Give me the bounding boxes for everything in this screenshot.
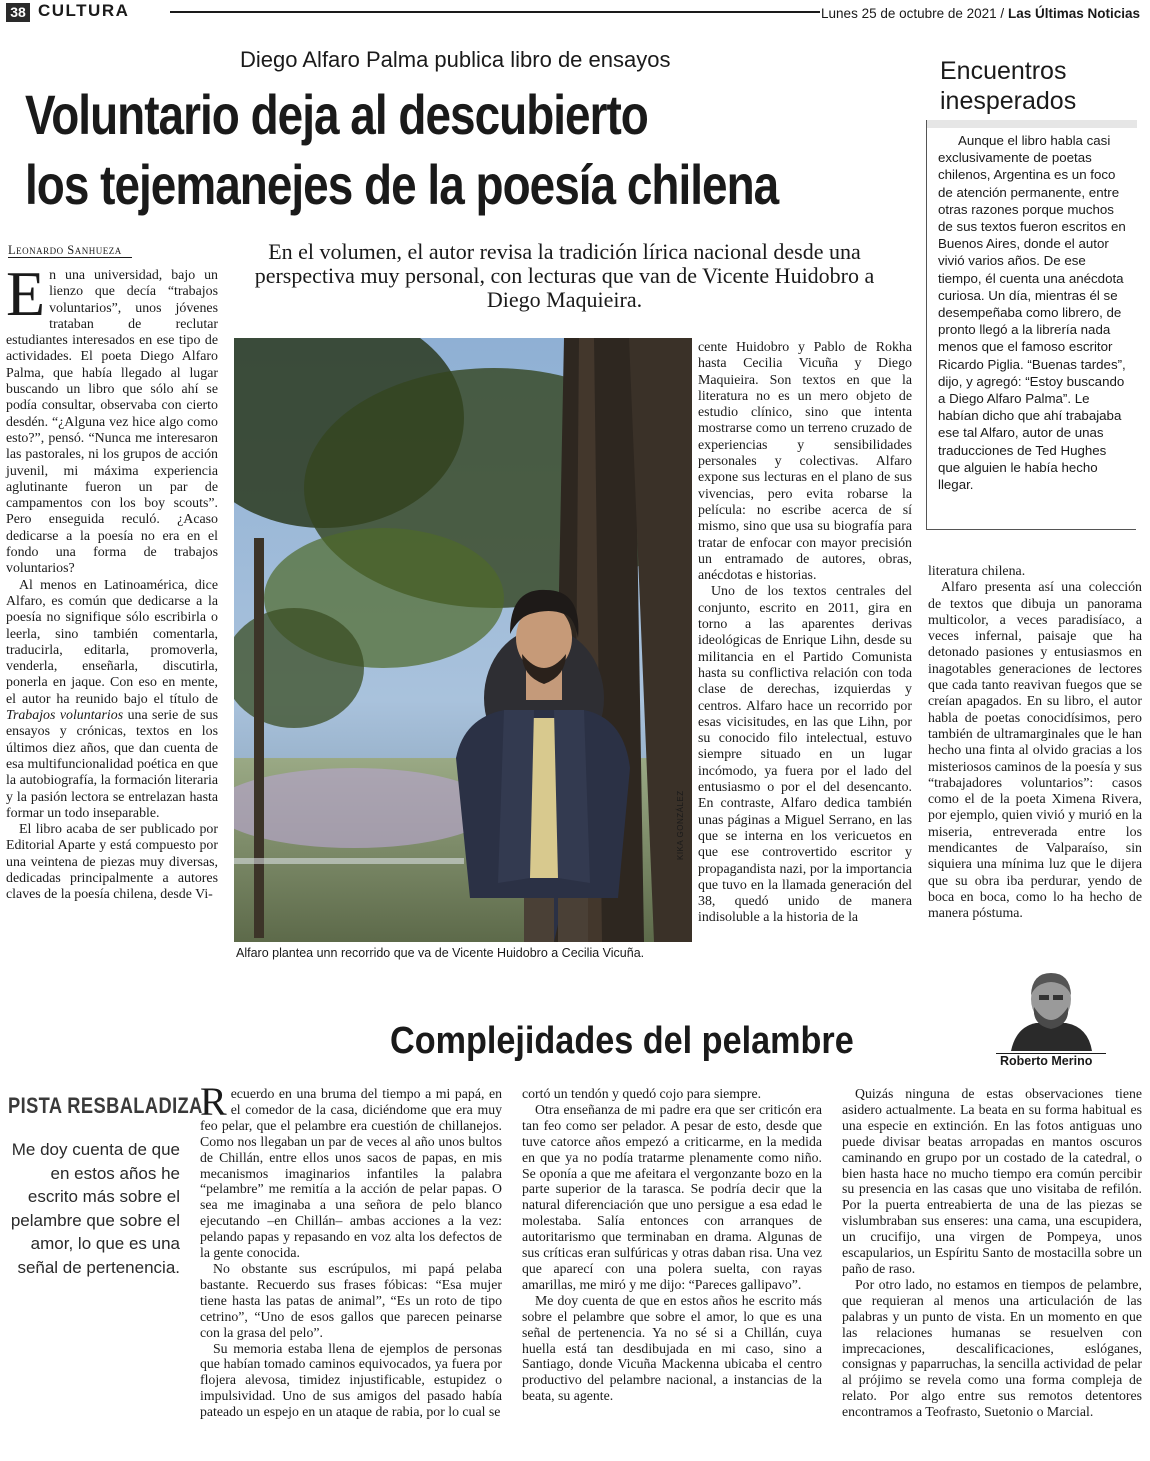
article-kicker: Diego Alfaro Palma publica libro de ensayos xyxy=(240,47,671,72)
photo-illustration xyxy=(234,338,692,942)
paragraph: Uno de los textos centrales del conjunto, escrito en 2011, gira en torno a las aparentes derivas ideológicas de Enrique Lihn, desde su militancia en el Partido Comunista hasta su conflictiva relación con toda clase de derechas, izquierdas y centros. Alfaro hace un recorrido por esas vicisitudes, en las que Lihn, por su conocido filo intelectual, estuvo siempre situado en un lugar incómodo, ya fuera por el lado del entusiasmo o por el del desencanto. En contraste, Alfaro dedica también unas páginas a Miguel Serrano, en las que se interna en los vericuetos en que ese controvertido escritor y propagandista nazi, por la importancia que tuvo en la llamada generación del 38, quedó unido de manera indisoluble a la historia de la xyxy=(698,584,912,926)
article-column-3 xyxy=(698,340,912,927)
drop-cap: R xyxy=(200,1079,227,1124)
paragraph: cortó un tendón y quedó cojo para siempre. xyxy=(522,1086,762,1101)
photo-caption: Alfaro plantea unn recorrido que va de Vicente Huidobro a Cecilia Vicuña. xyxy=(236,946,645,960)
column-text-1 xyxy=(200,1079,502,1420)
pull-quote: Me doy cuenta de que en estos años he escrito más sobre el pelambre que sobre el amor, lo que es una señal de pertenencia. xyxy=(10,1140,180,1277)
article-column-4 xyxy=(928,564,1142,923)
paragraph: literatura chilena. xyxy=(928,564,1026,579)
columnist-name: Roberto Merino xyxy=(1000,1054,1093,1068)
paragraph xyxy=(6,578,218,822)
drop-cap: E xyxy=(6,258,46,329)
date-line xyxy=(821,6,1140,22)
paragraph xyxy=(6,258,218,578)
column-title: Complejidades del pelambre xyxy=(390,1020,854,1062)
paragraph: Alfaro presenta así una colección de textos que dibuja un panorama multicolor, a veces paradisíaco, a veces infernal, paisaje que ha detonado pasiones y entusiasmos en inagotables generaciones de lectores que cada tanto reavivan fuegos que se creían apagados. En su libro, el autor habla de poetas conocidísimos, pero también de ultramarginales que le han hecho una finta al olvido gracias a los misteriosos caminos de la poesía y sus “trabajadores voluntarios”: casos como el de la poeta Ximena Rivera, por ejemplo, quien vivió y murió en la miseria, entreverada entre los mendicantes de Valparaíso, sin siquiera una mínima luz que le dijera que su obra iba perdurar, yendo de boca en boca, como lo ha hecho de manera póstuma. xyxy=(928,580,1142,922)
sidebar-title-line-1: Encuentros xyxy=(940,57,1067,85)
article-deck: En el volumen, el autor revisa la tradición lírica nacional desde una perspectiva muy personal, con lecturas que van de Vicente Huidobro a Diego Maquieira. xyxy=(254,239,875,312)
paragraph: Por otro lado, no estamos en tiempos de pelambre, que requieran al menos una articulación de las palabras y un punto de vista. En un momento en que las relaciones humanas se resuelven con imprecaciones, descalificaciones, eslóganes, consignas y paparruchas, la sencilla actividad de pelar al prójimo se revela como una forma compleja de relato. Por algo entre sus remotos detentores encontramos a Teofrasto, Suetonio o Marcial. xyxy=(842,1276,1142,1420)
sidebar-text xyxy=(938,132,1128,493)
column-text-2 xyxy=(522,1086,822,1404)
page-number: 38 xyxy=(6,3,30,22)
paragraph: El libro acaba de ser publicado por Editorial Aparte y está compuesto por una veintena de piezas muy diversas, dedicadas principalmente a autores claves de la poesía chilena, desde Vi- xyxy=(6,822,218,903)
paragraph: Otra enseñanza de mi padre era que ser criticón era tan feo como ser pelador. A pesar de esto, desde que tuve catorce años empezó a criticarme, en la medida en que ya no podía tratarme plenamente como niño. Se oponía a que me afeitara el vergonzante bozo en la parte superior de la tarasca. Se podría decir que la natural diferenciación que uno persigue a esa edad le molestaba. Salía entonces con arranques de autoritarismo que terminaban en drama. Algunas de sus críticas eran sulfúricas y otras daban risa. Una vez que aparecí con una polera suelta, con rayas amarillas, me miró y me dijo: “Pareces gallipavo”. xyxy=(522,1101,822,1292)
sidebar-title-line-2: inesperados xyxy=(940,87,1077,115)
headline-line-1: Voluntario deja al descubierto xyxy=(25,83,648,146)
book-title: Trabajos voluntarios xyxy=(6,708,124,724)
headline-line-2: los tejemanejes de la poesía chilena xyxy=(25,153,779,216)
paragraph: No obstante sus escrúpulos, mi papá pelaba bastante. Recuerdo sus frases fóbicas: “Esa mujer tiene hasta las patas de animal”, “Es un roto de tipo cetrino”, “Uno de esos gallos que parecen peinarse con la grasa del pelo”. xyxy=(200,1260,502,1340)
section-name: CULTURA xyxy=(38,1,130,20)
pull-quote-label: PISTA RESBALADIZA xyxy=(8,1093,203,1118)
paragraph-text: una serie de sus ensayos y crónicas, textos en los últimos diez años, que dan cuenta de esa multifuncionalidad poética en que la autobiografía, la formación literaria y la pasión lectora se entrelazan hasta formar un todo inseparable. xyxy=(6,708,218,821)
columnist-portrait xyxy=(996,965,1106,1051)
column-text-3 xyxy=(842,1086,1142,1420)
paragraph: Quizás ninguna de estas observaciones tiene asidero actualmente. La beata en su forma habitual es una especie en extinción. En las fotos antiguas uno puede divisar beatas arropadas en mantos oscuros caminando en grupo por un costado de la catedral, o bien hasta hace no mucho tiempo era común percibir su presencia en las casas que uno visitaba de refilón. Por la puerta entreabierta de una de las piezas se vislumbraban sus enseres: una cama, una escupidera, un crucifijo, una virgen de Pompeya, unos escapularios, un Espíritu Santo de mostacilla sobre un paño de raso. xyxy=(842,1086,1142,1276)
newspaper-name: Las Últimas Noticias xyxy=(1007,6,1140,21)
author-portrait-photo xyxy=(234,338,692,942)
header-rule xyxy=(170,11,820,13)
sidebar-title xyxy=(940,56,1076,116)
photo-credit: KIKA GONZÁLEZ xyxy=(676,790,685,860)
paragraph-text: ecuerdo en una bruma del tiempo a mi papá, en el comedor de la casa, diciéndome que era muy feo pelar, que el pelambre era cuestión de chillanejos. Como nos llegaban un par de veces al año unos bultos de Chillán, entre ellos unos sacos de papas, en mis mecanismos imaginarios infantiles la palabra “pelambre” me remitía a la acción de pelar papas. O sea me imaginaba a una señora de pelo blanco ejecutando –en Chillán– ambas acciones a la vez: pelando papas y repasando en voz alta los defectos de la gente conocida. xyxy=(200,1086,502,1261)
paragraph: Me doy cuenta de que en estos años he escrito más sobre el pelambre que sobre el amor, lo que es una señal de pertenencia. Ya no sé si a Chillán, cuya huella está tan desdibujada en mi caso, sino a Santiago, donde Vicuña Mackenna ubicaba el centro productivo del pelambre nacional, a instancias de la beata, su agente. xyxy=(522,1292,822,1404)
paragraph-text: Al menos en Latinoamérica, dice Alfaro, es común que dedicarse a la poesía no signifique sólo escribirla o leerla, sino también comentarla, traducirla, editarla, promoverla, venderla, enseñarla, discutirla, ponerla en jaque. Con eso en mente, el autor ha reunido bajo el título de xyxy=(6,577,218,707)
article-column-1 xyxy=(6,258,218,904)
paragraph: cente Huidobro y Pablo de Rokha hasta Cecilia Vicuña y Diego Maquieira. Son textos en que la literatura no es un mero objeto de estudio clínico, sino que intenta mostrarse como un terreno cruzado de experiencias y sensibilidades personales y colectivas. Alfaro expone sus lecturas en el plano de sus vivencias, pero evita robarse la película: no escribe acerca de sí mismo, sino que usa su biografía para tratar de enfocar con mayor precisión un entramado de autores, obras, anécdotas e historias. xyxy=(698,340,912,584)
paragraph: Aunque el libro habla casi exclusivamente de poetas chilenos, Argentina es un foco de atención permanente, entre otras razones porque muchos de sus textos fueron escritos en Buenos Aires, donde el autor vivió varios años. De ese tiempo, él cuenta una anécdota curiosa. Un día, mientras él se desempeñaba como librero, de pronto llegó a la librería nada menos que el famoso escritor Ricardo Piglia. “Buenas tardes”, dijo, y agregó: “Estoy buscando a Diego Alfaro Palma”. Le habían dicho que ahí trabajaba ese tal Alfaro, autor de unas traducciones de Ted Hughes que alguien le había hecho llegar. xyxy=(938,133,1126,493)
paragraph: Su memoria estaba llena de ejemplos de personas que habían tomado caminos equivocados, ya fuera por flojera alevosa, timidez injustificable, estupidez o impulsividad. Uno de sus amigos del pasado había pateado un espejo en un ataque de rabia, por lo cual se xyxy=(200,1340,502,1420)
paragraph-text: n una universidad, bajo un lienzo que decía “trabajos voluntarios”, unos jóvenes trataban de reclutar estudiantes interesados en ese tipo de actividades. El poeta Diego Alfaro Palma, que había llegado al lugar buscando un libro que sólo ahí se podía consultar, observaba con cierto desdén. “¿Alguna vez hice algo como esto?”, pensó. “Nunca me interesaron las pastorales, ni los grupos de acción juvenil, mi máxima experiencia aglutinante fueron un par de campamentos con los boy scouts”. Pero enseguida reculó. ¿Acaso dedicarse a la poesía no era en el fondo una forma de trabajos voluntarios? xyxy=(6,268,218,577)
article-byline: Leonardo Sanhueza xyxy=(8,243,122,257)
article-headline xyxy=(25,80,779,220)
issue-date: Lunes 25 de octubre de 2021 / xyxy=(821,6,1005,21)
columnist-illustration xyxy=(996,965,1106,1051)
paragraph xyxy=(200,1079,502,1261)
